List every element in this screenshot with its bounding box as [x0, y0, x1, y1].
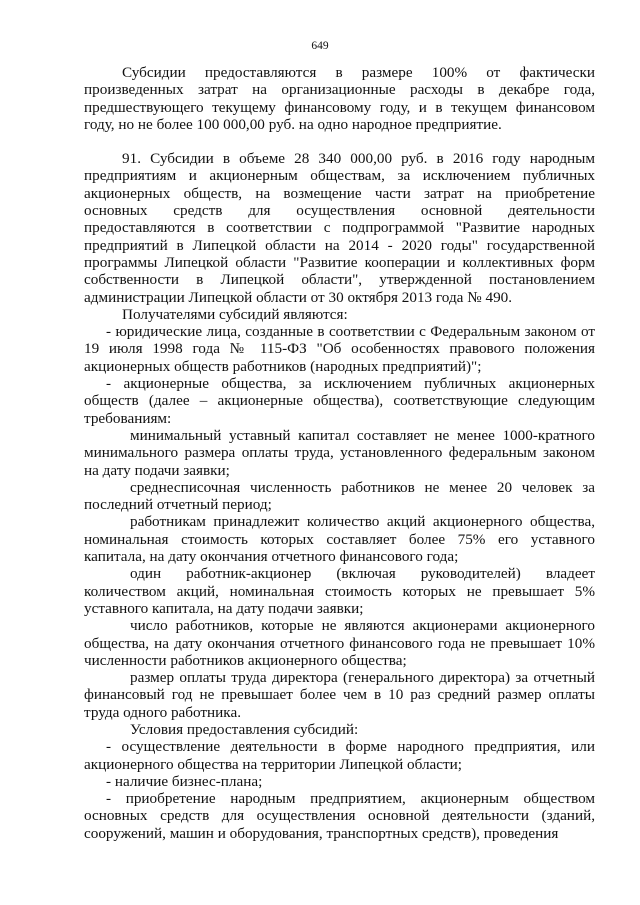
requirement-item: минимальный уставный капитал составляет не менее 1000-кратного минимального размера оплаты труда, установленного федеральным законом на дату подачи заявки;: [84, 426, 595, 479]
paragraph-gap: [84, 133, 595, 150]
list-item: - осуществление деятельности в форме народного предприятия, или акционерного общества на территории Липецкой области;: [84, 738, 595, 773]
requirement-item: работникам принадлежит количество акций акционерного общества, номинальная стоимость которых составляет более 75% его уставного капитала, на дату окончания отчетного финансового года;: [84, 513, 595, 566]
paragraph: 91. Субсидии в объеме 28 340 000,00 руб. в 2016 году народным предприятиям и акционерным обществам, за исключением публичных акционерных обществ, на возмещение части затрат на приобретение основных средств для осуществления основной деятельности предоставляются в соответствии с подпрограммой "Развитие народных предприятий в Липецкой области на 2014 - 2020 годы" государственной программы Липецкой области "Развитие кооперации и коллективных форм собственности в Липецкой области", утвержденной постановлением администрации Липецкой области от 30 октября 2013 года № 490.: [84, 150, 595, 306]
requirement-item: число работников, которые не являются акционерами акционерного общества, на дату окончания отчетного финансового года не превышает 10% численности работников акционерного общества;: [84, 617, 595, 669]
paragraph: Получателями субсидий являются:: [122, 305, 348, 323]
list-item: - юридические лица, созданные в соответствии с Федеральным законом от 19 июля 1998 года № 115-ФЗ "Об особенностях правового положения акционерных обществ работников (народных предприятий)";: [84, 323, 595, 375]
list-item: - наличие бизнес-плана;: [106, 772, 263, 790]
list-item: - акционерные общества, за исключением публичных акционерных обществ (далее – акционерные общества), соответствующие следующим требованиям:: [84, 375, 595, 427]
page-number: 649: [311, 40, 329, 52]
section-heading: Условия предоставления субсидий:: [130, 720, 359, 738]
requirement-item: среднесписочная численность работников не менее 20 человек за последний отчетный период;: [84, 478, 595, 514]
requirement-item: размер оплаты труда директора (генерального директора) за отчетный финансовый год не превышает более чем в 10 раз средний размер оплаты труда одного работника.: [84, 669, 595, 721]
paragraph: Субсидии предоставляются в размере 100% от фактически произведенных затрат на организационные расходы в декабре года, предшествующего текущему финансовому году, и в текущем финансовом году, но не более 100 000,00 руб. на одно народное предприятие.: [84, 64, 595, 133]
requirement-item: один работник-акционер (включая руководителей) владеет количеством акций, номинальная стоимость которых не превышает 5% уставного капитала, на дату подачи заявки;: [84, 565, 595, 617]
list-item: - приобретение народным предприятием, акционерным обществом основных средств для осуществления основной деятельности (зданий, сооружений, машин и оборудования, транспортных средств), проведения: [84, 790, 595, 842]
document-body: [84, 64, 595, 842]
